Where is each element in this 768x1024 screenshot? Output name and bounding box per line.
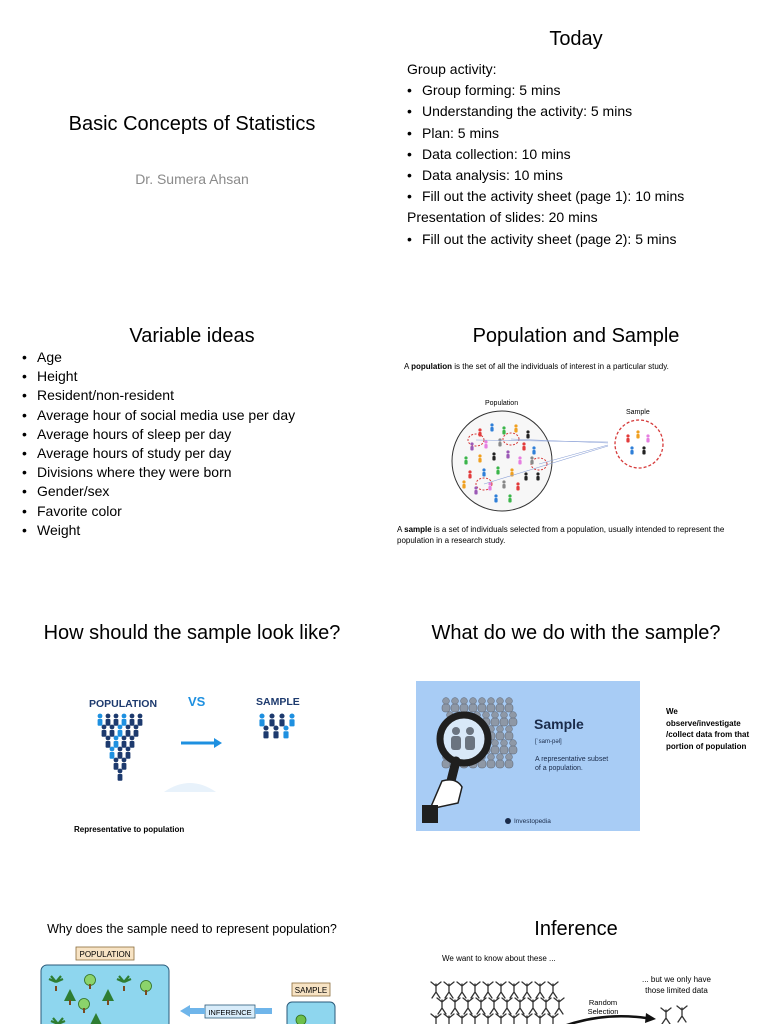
agenda-item: • Fill out the activity sheet (page 2): 5 mins xyxy=(407,229,684,250)
person-icon xyxy=(110,747,115,759)
card-pronunciation: [ˈsam-pəl] xyxy=(535,739,562,745)
stick-figure xyxy=(522,982,532,998)
person-icon xyxy=(122,758,127,770)
slide-why-represent xyxy=(0,904,384,1024)
slide-what-with-sample xyxy=(384,608,768,904)
person-icon xyxy=(289,713,294,726)
person-icon xyxy=(98,714,103,726)
stick-figure xyxy=(522,1014,532,1024)
slide-author: Dr. Sumera Ahsan xyxy=(135,171,249,187)
population-word: POPULATION xyxy=(89,698,158,710)
person-icon xyxy=(106,714,111,726)
person-icon xyxy=(102,725,107,737)
slide-sample-look xyxy=(0,608,384,904)
agenda-item: Presentation of slides: 20 mins xyxy=(407,209,598,226)
person-icon xyxy=(114,714,119,726)
stick-figure xyxy=(463,998,473,1014)
stick-figure xyxy=(535,1014,545,1024)
slide-variable-heading: Variable ideas xyxy=(129,325,255,347)
population-vs-sample-graphic xyxy=(0,688,384,888)
person-icon xyxy=(474,486,477,494)
slide-variable-ideas xyxy=(0,312,384,608)
agenda-item: • Understanding the activity: 5 mins xyxy=(407,101,684,122)
person-icon xyxy=(494,494,497,502)
person-icon xyxy=(630,446,633,454)
agenda-item: • Data analysis: 10 mins xyxy=(407,165,684,186)
variable-item: • Resident/non-resident xyxy=(22,386,295,405)
variable-item: • Divisions where they were born xyxy=(22,463,295,482)
person-icon xyxy=(470,442,473,450)
stick-figure xyxy=(444,1014,454,1024)
stick-figure xyxy=(457,982,467,998)
person-icon xyxy=(114,736,119,748)
person-icon xyxy=(122,714,127,726)
person-icon xyxy=(134,725,139,737)
random-selection-label-1: Random xyxy=(588,998,618,1007)
stick-figure xyxy=(661,1008,671,1024)
person-icon xyxy=(110,725,115,737)
person-icon xyxy=(522,442,525,450)
stick-figure xyxy=(535,982,545,998)
population-diagram-label: Population xyxy=(485,400,519,407)
person-icon xyxy=(464,456,467,464)
person-icon xyxy=(502,480,505,488)
variable-item: • Age xyxy=(22,348,295,367)
slide-population-sample xyxy=(384,312,768,608)
card-definition-1: A representative subset xyxy=(535,756,609,763)
person-icon xyxy=(118,725,123,737)
variable-ideas-list xyxy=(22,348,295,540)
stick-figure xyxy=(450,998,460,1014)
person-icon xyxy=(484,440,487,448)
variable-item: • Gender/sex xyxy=(22,482,295,501)
slide-why-heading: Why does the sample need to represent population? xyxy=(47,922,337,936)
person-icon xyxy=(526,430,529,438)
slide-today xyxy=(384,0,768,296)
person-icon xyxy=(130,736,135,748)
stick-figure xyxy=(496,1014,506,1024)
person-icon xyxy=(482,468,485,476)
agenda-item: Group activity: xyxy=(407,61,497,77)
variable-item: • Favorite color xyxy=(22,502,295,521)
sample-diagram-label: Sample xyxy=(626,409,650,416)
variable-item: • Height xyxy=(22,367,295,386)
person-icon xyxy=(259,713,264,726)
variable-item: • Weight xyxy=(22,521,295,540)
person-icon xyxy=(508,494,511,502)
stick-figure-crowd xyxy=(384,904,768,1024)
stick-figure xyxy=(457,1014,467,1024)
stick-figure xyxy=(483,982,493,998)
stick-figure xyxy=(470,1014,480,1024)
person-icon xyxy=(279,713,284,726)
person-icon xyxy=(492,452,495,460)
person-icon xyxy=(118,769,123,781)
person-icon xyxy=(516,482,519,490)
population-sample-diagram xyxy=(384,392,768,522)
stick-figure xyxy=(476,998,486,1014)
inference-box-diagram xyxy=(0,944,384,1024)
sample-definition-card xyxy=(416,681,640,831)
person-icon xyxy=(106,736,111,748)
variable-item: • Average hour of social media use per day xyxy=(22,406,295,425)
today-agenda-list xyxy=(407,59,684,250)
stick-figure xyxy=(541,998,551,1014)
stick-figure xyxy=(548,1014,558,1024)
stick-figure xyxy=(515,998,525,1014)
magnifier-crowd-illustration xyxy=(416,681,640,831)
person-icon xyxy=(263,725,268,738)
person-icon xyxy=(518,456,521,464)
person-icon xyxy=(490,423,493,431)
stick-figure xyxy=(548,982,558,998)
agenda-item: • Group forming: 5 mins xyxy=(407,80,684,101)
representative-caption: Representative to population xyxy=(74,825,185,834)
stick-figure xyxy=(496,982,506,998)
inference-label: INFERENCE xyxy=(208,1008,252,1017)
sample-definition: A sample is a set of individuals selected from a population, usually intended to represent the population in a research study. xyxy=(397,525,725,545)
person-icon xyxy=(269,713,274,726)
person-icon xyxy=(468,470,471,478)
person-icon xyxy=(138,714,143,726)
observe-note: We observe/investigate /collect data from that portion of population xyxy=(666,707,750,751)
stick-figure xyxy=(470,982,480,998)
person-icon xyxy=(478,454,481,462)
agenda-item: • Data collection: 10 mins xyxy=(407,144,684,165)
stick-figure xyxy=(509,1014,519,1024)
person-icon xyxy=(118,747,123,759)
stick-figure xyxy=(483,1014,493,1024)
card-brand: Investopedia xyxy=(514,818,551,825)
person-icon xyxy=(636,430,639,438)
person-icon xyxy=(462,480,465,488)
person-icon xyxy=(126,725,131,737)
stick-figure xyxy=(431,1014,441,1024)
stick-figure xyxy=(437,998,447,1014)
person-icon xyxy=(273,725,278,738)
person-icon xyxy=(502,426,505,434)
person-icon xyxy=(488,482,491,490)
sample-word: SAMPLE xyxy=(256,696,300,708)
person-icon xyxy=(498,438,501,446)
person-icon xyxy=(478,428,481,436)
stick-figure xyxy=(489,998,499,1014)
person-icon xyxy=(524,472,527,480)
population-box-label: POPULATION xyxy=(79,950,131,959)
stick-figure xyxy=(431,982,441,998)
slide-today-heading: Today xyxy=(549,28,603,50)
variable-item: • Average hours of study per day xyxy=(22,444,295,463)
slide-inference-heading: Inference xyxy=(534,918,618,940)
person-icon xyxy=(642,446,645,454)
slide-what-heading: What do we do with the sample? xyxy=(431,622,721,644)
person-icon xyxy=(126,747,131,759)
stick-figure xyxy=(444,982,454,998)
person-icon xyxy=(646,434,649,442)
population-definition: A population is the set of all the individuals of interest in a particular study. xyxy=(404,362,669,371)
stick-figure xyxy=(554,998,564,1014)
person-icon xyxy=(506,450,509,458)
card-definition-2: of a population. xyxy=(535,765,583,772)
slide-sample-look-heading: How should the sample look like? xyxy=(43,622,341,644)
stick-figure xyxy=(509,982,519,998)
person-icon xyxy=(530,456,533,464)
person-icon xyxy=(496,466,499,474)
person-icon xyxy=(283,725,288,738)
agenda-item: • Fill out the activity sheet (page 1): 10 mins xyxy=(407,186,684,207)
person-icon xyxy=(514,424,517,432)
person-icon xyxy=(130,714,135,726)
card-title: Sample xyxy=(534,716,584,732)
person-icon xyxy=(626,434,629,442)
slide-population-heading: Population and Sample xyxy=(472,325,680,347)
person-icon xyxy=(114,758,119,770)
stick-figure xyxy=(502,998,512,1014)
stick-figure xyxy=(528,998,538,1014)
random-selection-label-2: Selection xyxy=(587,1007,619,1016)
variable-item: • Average hours of sleep per day xyxy=(22,425,295,444)
person-icon xyxy=(536,472,539,480)
vs-word: VS xyxy=(188,694,206,709)
person-icon xyxy=(532,446,535,454)
person-icon xyxy=(122,736,127,748)
slide-inference xyxy=(384,904,768,1024)
agenda-item: • Plan: 5 mins xyxy=(407,123,684,144)
inference-right-caption: ... but we only have those limited data xyxy=(642,975,711,995)
slide-title-heading: Basic Concepts of Statistics xyxy=(68,113,316,135)
stick-figure xyxy=(677,1006,687,1022)
inference-left-caption: We want to know about these ... xyxy=(442,954,556,963)
slide-title xyxy=(0,0,384,296)
sample-box-label: SAMPLE xyxy=(294,986,328,995)
